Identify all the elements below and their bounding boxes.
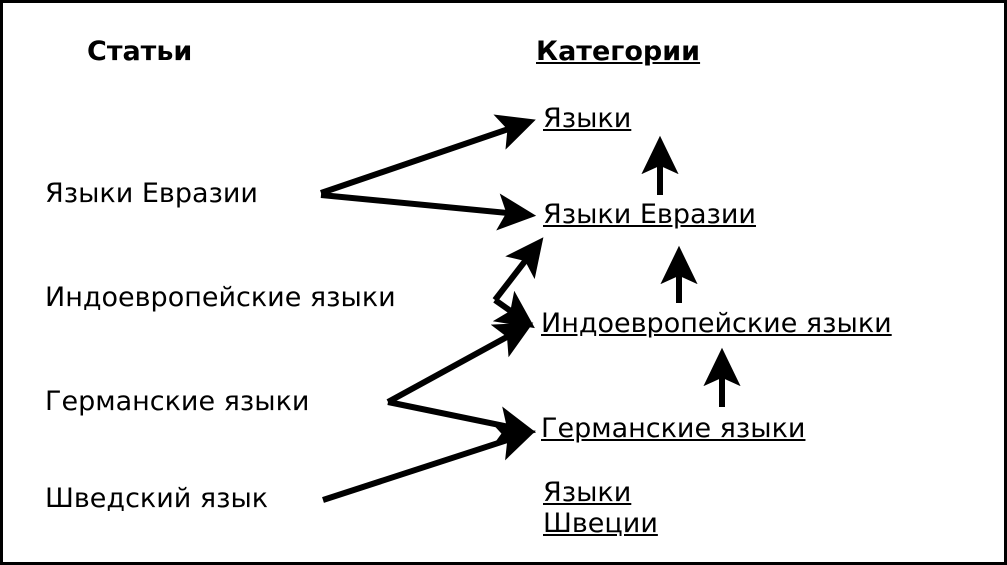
article-node-languages-of-eurasia: Языки Евразии bbox=[45, 178, 258, 209]
category-node-languages-of-sweden bbox=[543, 477, 658, 539]
edge-art3-to-cat-germanic bbox=[388, 402, 529, 431]
edge-art4-to-cat-germanic bbox=[323, 433, 529, 500]
category-node-languages-of-sweden-line1: Языки bbox=[543, 477, 632, 508]
category-node-germanic-languages: Германские языки bbox=[541, 413, 806, 444]
edge-art2-to-cat-eurasia bbox=[495, 243, 539, 300]
category-node-languages: Языки bbox=[543, 103, 632, 134]
edge-art1-to-cat-eurasia bbox=[321, 195, 529, 215]
category-node-indo-european-languages: Индоевропейские языки bbox=[541, 308, 892, 339]
column-header-categories: Категории bbox=[536, 36, 701, 67]
edge-art1-to-cat-languages bbox=[321, 122, 529, 193]
article-node-indo-european-languages: Индоевропейские языки bbox=[45, 282, 396, 313]
category-node-languages-of-eurasia: Языки Евразии bbox=[543, 199, 756, 230]
article-node-swedish-language: Шведский язык bbox=[45, 483, 269, 514]
article-node-germanic-languages: Германские языки bbox=[45, 386, 310, 417]
edge-art2-to-cat-indoeuropean bbox=[495, 300, 529, 324]
column-header-articles: Статьи bbox=[87, 36, 193, 67]
category-node-languages-of-sweden-line2: Швеции bbox=[543, 508, 658, 540]
edge-art3-to-cat-indoeuropean bbox=[388, 326, 527, 402]
